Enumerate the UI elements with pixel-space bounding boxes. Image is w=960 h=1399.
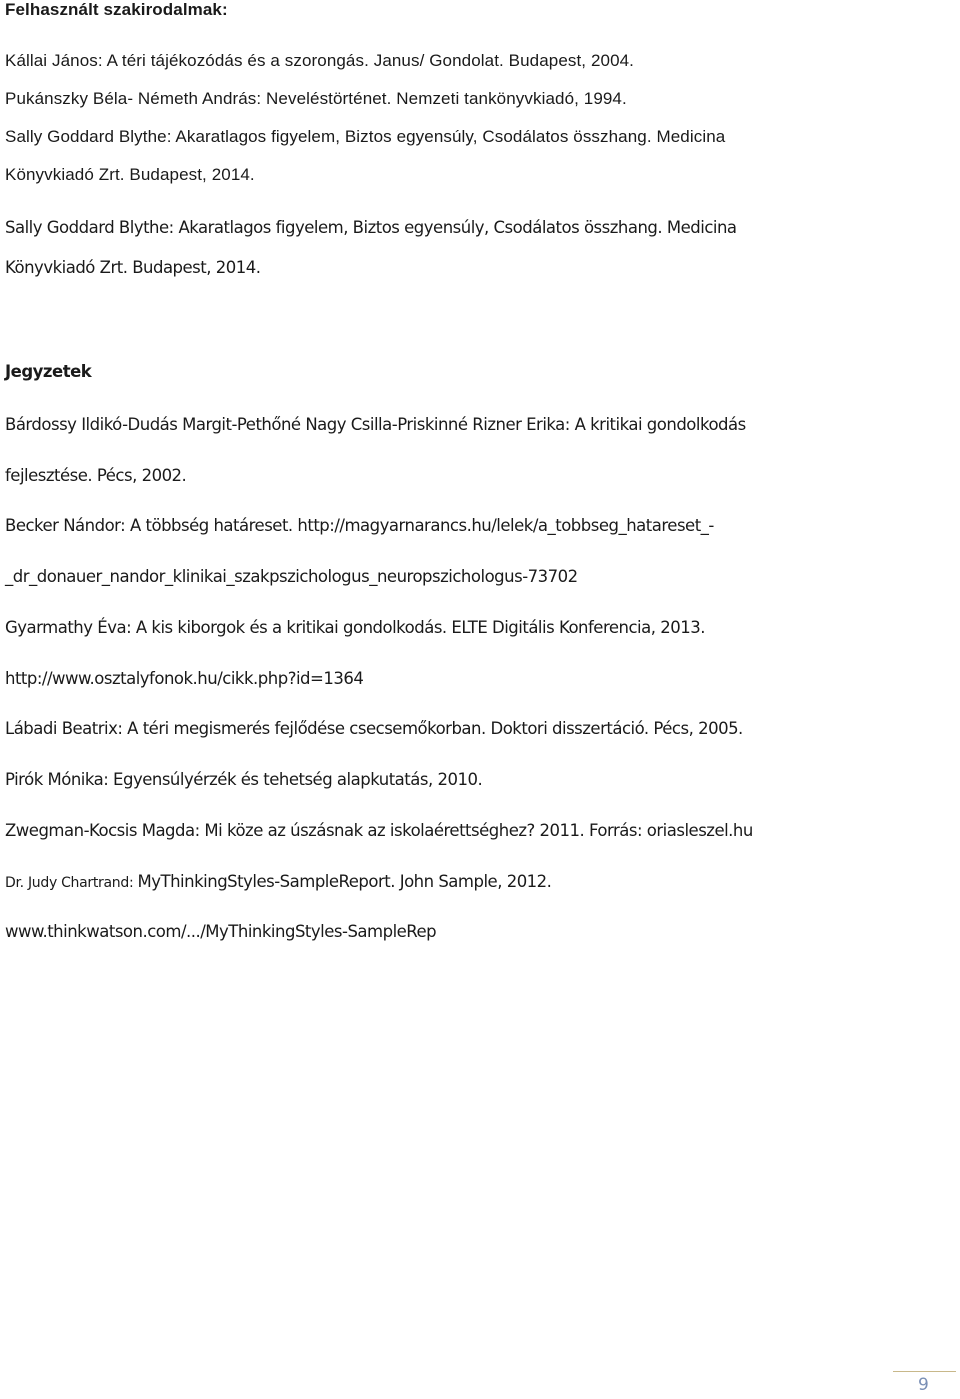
literature-heading: Felhasznált szakirodalmak: (5, 0, 228, 19)
page-number-rule (893, 1371, 956, 1372)
note-line: Gyarmathy Éva: A kis kiborgok és a kritikai gondolkodás. ELTE Digitális Konferencia, 2013. (5, 618, 705, 637)
note-line (5, 872, 551, 891)
page-number: 9 (918, 1375, 929, 1395)
note-line: www.thinkwatson.com/.../MyThinkingStyles-SampleRep (5, 922, 437, 941)
reference-line: Könyvkiadó Zrt. Budapest, 2014. (5, 165, 255, 184)
note-line: Bárdossy Ildikó-Dudás Margit-Pethőné Nagy Csilla-Priskinné Rizner Erika: A kritikai gondolkodás (5, 415, 746, 434)
reference-line: Könyvkiadó Zrt. Budapest, 2014. (5, 258, 261, 277)
note-line: _dr_donauer_nandor_klinikai_szakpszichologus_neuropszichologus-73702 (5, 567, 578, 586)
note-line: Zwegman-Kocsis Magda: Mi köze az úszásnak az iskolaérettséghez? 2011. Forrás: oriasleszel.hu (5, 821, 753, 840)
reference-line: Sally Goddard Blythe: Akaratlagos figyelem, Biztos egyensúly, Csodálatos összhang. Medicina (5, 127, 726, 146)
reference-line: Pukánszky Béla- Németh András: Neveléstörténet. Nemzeti tankönyvkiadó, 1994. (5, 89, 627, 108)
reference-title: MyThinkingStyles-SampleReport. John Sample, 2012. (137, 872, 552, 891)
reference-line: Kállai János: A téri tájékozódás és a szorongás. Janus/ Gondolat. Budapest, 2004. (5, 51, 634, 70)
note-line: Pirók Mónika: Egyensúlyérzék és tehetség alapkutatás, 2010. (5, 770, 483, 789)
note-line: Lábadi Beatrix: A téri megismerés fejlődése csecsemőkorban. Doktori disszertáció. Pécs, 2005. (5, 719, 743, 738)
note-line: http://www.osztalyfonok.hu/cikk.php?id=1364 (5, 669, 364, 688)
notes-heading: Jegyzetek (5, 362, 92, 381)
author-name: Dr. Judy Chartrand: (5, 875, 138, 891)
reference-line: Sally Goddard Blythe: Akaratlagos figyelem, Biztos egyensúly, Csodálatos összhang. Medicina (5, 218, 737, 237)
note-line: Becker Nándor: A többség határeset. http://magyarnarancs.hu/lelek/a_tobbseg_hatareset_- (5, 516, 714, 535)
note-line: fejlesztése. Pécs, 2002. (5, 466, 187, 485)
